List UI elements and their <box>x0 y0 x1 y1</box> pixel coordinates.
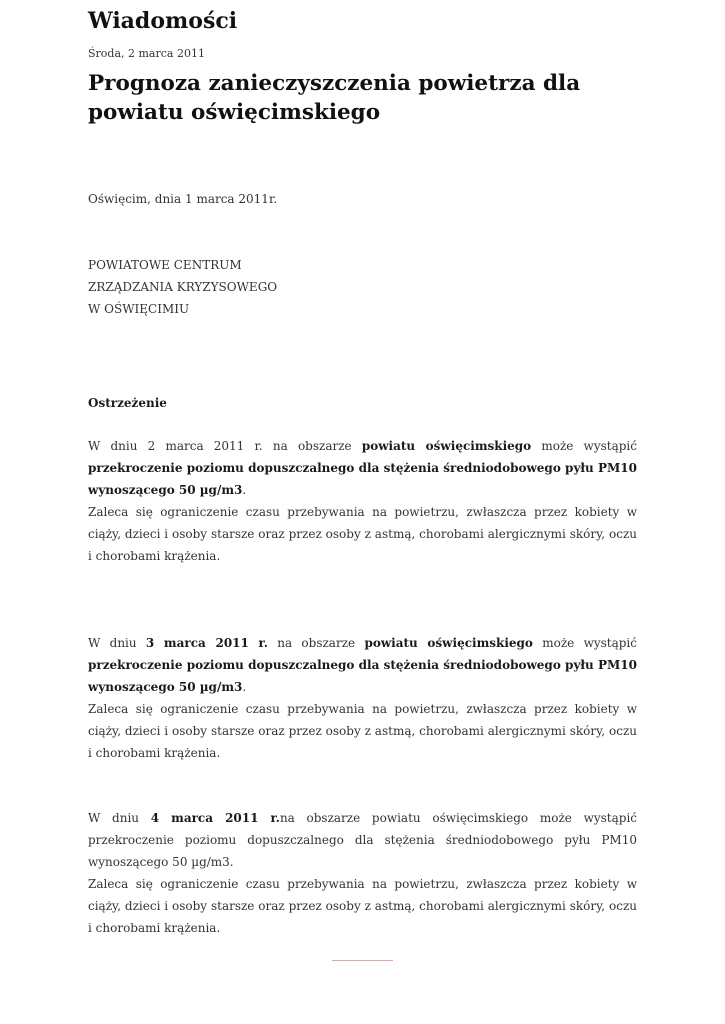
warning-prefix: W dniu <box>88 439 148 453</box>
warning-verb: może wystąpić <box>531 439 637 453</box>
warning-middle: na obszarze <box>267 636 365 650</box>
warning-advice: Zaleca się ograniczenie czasu przebywania na powietrzu, zwłaszcza przez kobiety w ciąży, dzieci i osoby starsze oraz przez osoby z astmą, chorobami alergicznymi skóry, oczu i chorobami krążenia. <box>88 505 637 563</box>
warning-verb: może wystąpić <box>532 636 637 650</box>
warning-advice: Zaleca się ograniczenie czasu przebywania na powietrzu, zwłaszcza przez kobiety w ciąży, dzieci i osoby starsze oraz przez osoby z astmą, chorobami alergicznymi skóry, oczu i chorobami krążenia. <box>88 877 637 935</box>
warning-exceedance: przekroczenie poziomu dopuszczalnego dla stężenia średniodobowego pyłu PM10 wynoszącego 50 µg/m3 <box>88 461 637 497</box>
warning-paragraph <box>88 632 637 764</box>
warning-rest: na obszarze powiatu oświęcimskiego może wystąpić przekroczenie poziomu dopuszczalnego dla stężenia średniodobowego pyłu PM10 wynoszącego 50 µg/m3. <box>88 811 637 869</box>
warning-date: 2 marca 2011 r. <box>147 439 263 453</box>
warning-exceedance: przekroczenie poziomu dopuszczalnego dla stężenia średniodobowego pyłu PM10 wynoszącego 50 µg/m3 <box>88 658 637 694</box>
warning-area: powiatu oświęcimskiego <box>364 636 533 650</box>
place-date: Oświęcim, dnia 1 marca 2011r. <box>88 192 278 206</box>
warning-end: . <box>242 483 247 497</box>
warning-end: . <box>242 680 247 694</box>
warning-prefix: W dniu <box>88 636 146 650</box>
warning-prefix: W dniu <box>88 811 151 825</box>
warning-date: 3 marca 2011 r. <box>145 636 268 650</box>
warning-date: 4 marca 2011 r. <box>150 811 280 825</box>
warning-paragraph <box>88 807 637 939</box>
post-date: Środa, 2 marca 2011 <box>88 47 205 60</box>
footer-divider <box>332 960 393 961</box>
warning-paragraph <box>88 435 637 567</box>
warning-advice: Zaleca się ograniczenie czasu przebywania na powietrzu, zwłaszcza przez kobiety w ciąży, dzieci i osoby starsze oraz przez osoby z astmą, chorobami alergicznymi skóry, oczu i chorobami krążenia. <box>88 702 637 760</box>
institution-line-3: W OŚWIĘCIMIU <box>88 302 190 316</box>
warning-heading: Ostrzeżenie <box>88 396 167 410</box>
post-title[interactable]: Prognoza zanieczyszczenia powietrza dla powiatu oświęcimskiego <box>88 71 581 125</box>
warning-middle: na obszarze <box>262 439 362 453</box>
warning-area: powiatu oświęcimskiego <box>361 439 532 453</box>
section-title[interactable]: Wiadomości <box>88 8 238 34</box>
institution-line-1: POWIATOWE CENTRUM <box>88 258 242 272</box>
institution-line-2: ZRZĄDZANIA KRYZYSOWEGO <box>88 280 278 294</box>
